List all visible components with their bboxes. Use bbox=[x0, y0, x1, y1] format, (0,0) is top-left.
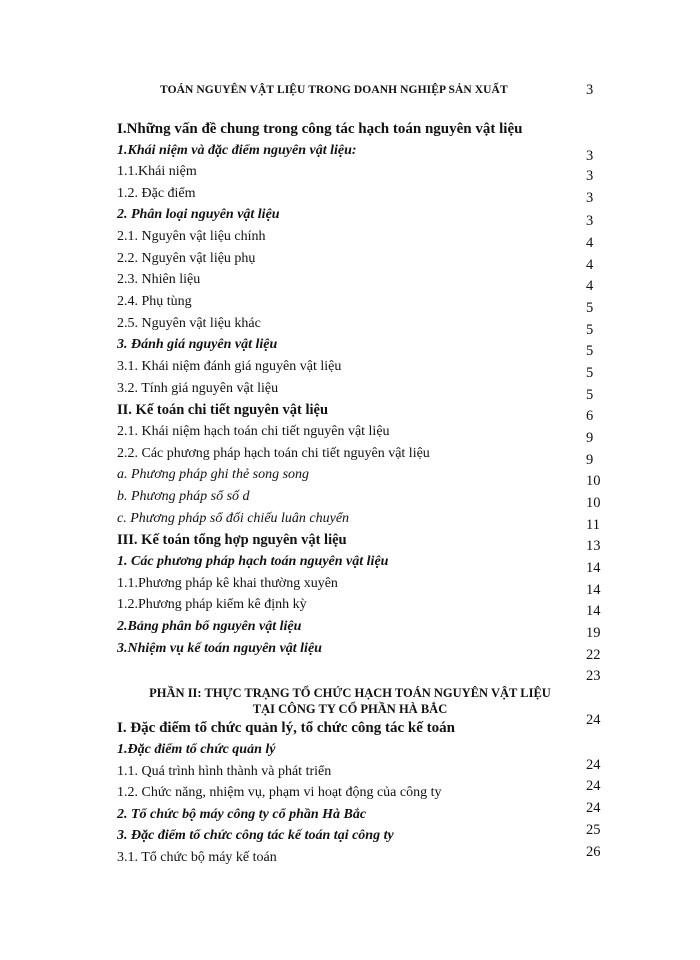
toc-entry: c. Phương pháp sổ đối chiếu luân chuyển bbox=[117, 511, 350, 526]
page-number: 3 bbox=[586, 148, 594, 164]
page-number: 9 bbox=[586, 452, 594, 468]
toc-entry: 1.Đặc điểm tổ chức quản lý bbox=[117, 742, 276, 757]
toc-entry: 3. Đặc điểm tổ chức công tác kế toán tại công ty bbox=[117, 828, 394, 843]
toc-entry: 1.2.Phương pháp kiểm kê định kỳ bbox=[117, 597, 307, 612]
page-number: 11 bbox=[586, 517, 600, 533]
page-number: 4 bbox=[586, 235, 594, 251]
page-number: 24 bbox=[586, 800, 601, 816]
page-number: 25 bbox=[586, 822, 601, 838]
toc-entry: a. Phương pháp ghi thẻ song song bbox=[117, 467, 310, 482]
page-number: 3 bbox=[586, 213, 594, 229]
toc-entry: 1. Các phương pháp hạch toán nguyên vật liệu bbox=[117, 554, 389, 569]
toc-entry: 1.1. Quá trình hình thành và phát triển bbox=[117, 764, 332, 779]
page-number: 19 bbox=[586, 625, 601, 641]
toc-entry: 1.2. Đặc điểm bbox=[117, 186, 196, 201]
header-page-number: 3 bbox=[586, 82, 594, 98]
toc-entry: 2.1. Nguyên vật liệu chính bbox=[117, 229, 266, 244]
toc-entry: 3.1. Tổ chức bộ máy kế toán bbox=[117, 850, 277, 865]
toc-entry: II. Kế toán chi tiết nguyên vật liệu bbox=[117, 402, 329, 418]
page-number: 14 bbox=[586, 560, 601, 576]
page-number: 23 bbox=[586, 668, 601, 684]
page-number: 5 bbox=[586, 387, 594, 403]
toc-entry: 1.1.Phương pháp kê khai thường xuyên bbox=[117, 576, 338, 591]
header-title: TOÁN NGUYÊN VẬT LIỆU TRONG DOANH NGHIỆP SẢN XUẤT bbox=[160, 84, 508, 96]
page-number: 4 bbox=[586, 257, 594, 273]
toc-entry: 3. Đánh giá nguyên vật liệu bbox=[117, 337, 278, 352]
page-number: 10 bbox=[586, 473, 601, 489]
page-number: 22 bbox=[586, 647, 601, 663]
page-number: 5 bbox=[586, 300, 594, 316]
toc-entry: 2.2. Nguyên vật liệu phụ bbox=[117, 251, 256, 266]
part2-heading-line1: PHẦN II: THỰC TRẠNG TỔ CHỨC HẠCH TOÁN NGUYÊN VẬT LIỆU bbox=[149, 686, 551, 700]
toc-entry: 2.Bảng phân bổ nguyên vật liệu bbox=[117, 619, 302, 634]
toc-entry: 1.1.Khái niệm bbox=[117, 164, 197, 179]
toc-entry: 2.2. Các phương pháp hạch toán chi tiết nguyên vật liệu bbox=[117, 446, 430, 461]
page-number: 4 bbox=[586, 278, 594, 294]
page-number: 5 bbox=[586, 343, 594, 359]
page-number: 3 bbox=[586, 190, 594, 206]
page-number: 3 bbox=[586, 168, 594, 184]
toc-entry: b. Phương pháp sổ số d bbox=[117, 489, 250, 504]
toc-entry: 2. Phân loại nguyên vật liệu bbox=[117, 207, 280, 222]
page-number: 10 bbox=[586, 495, 601, 511]
toc-entry: 2.3. Nhiên liệu bbox=[117, 272, 201, 287]
page-number: 26 bbox=[586, 844, 601, 860]
page-number: 24 bbox=[586, 757, 601, 773]
page-number: 5 bbox=[586, 365, 594, 381]
toc-entry: 1.Khái niệm và đặc điểm nguyên vật liệu: bbox=[117, 143, 357, 158]
toc-entry: 3.2. Tính giá nguyên vật liệu bbox=[117, 381, 279, 396]
toc-entry: 3.1. Khái niệm đánh giá nguyên vật liệu bbox=[117, 359, 342, 374]
page-number: 6 bbox=[586, 408, 594, 424]
toc-entry: 2.1. Khái niệm hạch toán chi tiết nguyên vật liệu bbox=[117, 424, 390, 439]
page-number: 24 bbox=[586, 778, 601, 794]
toc-entry-section: I. Đặc điểm tổ chức quản lý, tổ chức công tác kế toán bbox=[117, 720, 455, 736]
toc-entry: 2. Tổ chức bộ máy công ty cổ phần Hà Bắc bbox=[117, 807, 367, 822]
page-number: 24 bbox=[586, 712, 601, 728]
toc-entry: 3.Nhiệm vụ kế toán nguyên vật liệu bbox=[117, 641, 322, 656]
toc-entry: 2.5. Nguyên vật liệu khác bbox=[117, 316, 261, 331]
toc-entry: 1.2. Chức năng, nhiệm vụ, phạm vi hoạt động của công ty bbox=[117, 785, 442, 800]
part2-heading-line2: TẠI CÔNG TY CỔ PHẦN HÀ BẮC bbox=[252, 702, 448, 716]
page-number: 9 bbox=[586, 430, 594, 446]
page-number: 14 bbox=[586, 603, 601, 619]
page-number: 5 bbox=[586, 322, 594, 338]
toc-entry: III. Kế toán tổng hợp nguyên vật liệu bbox=[117, 532, 347, 548]
toc-entry: 2.4. Phụ tùng bbox=[117, 294, 192, 309]
page-number: 14 bbox=[586, 582, 601, 598]
page-number: 13 bbox=[586, 538, 601, 554]
toc-entry-section: I.Những vấn đề chung trong công tác hạch toán nguyên vật liệu bbox=[117, 121, 523, 137]
